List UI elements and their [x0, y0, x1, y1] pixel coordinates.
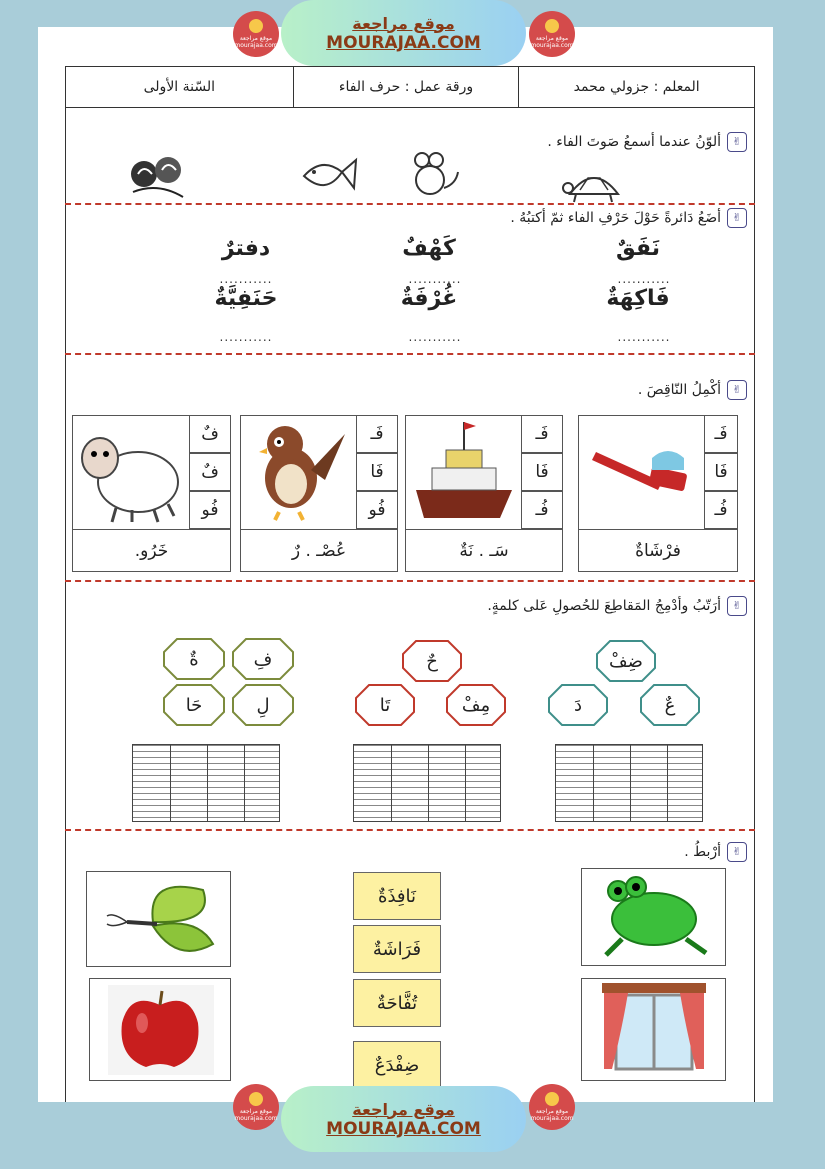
syllable-option[interactable]: فُـ — [521, 491, 563, 529]
picture-box[interactable] — [86, 871, 231, 967]
word-fakiha: فَاكِهَةٌ — [606, 286, 670, 311]
syllable-option[interactable]: فَا — [521, 453, 563, 491]
section2-title: ✌ أضَعُ دَائرةً حَوْلَ حَرْفِ الفاء ثمّ أكتبُهُ . — [510, 208, 747, 228]
syllable-option[interactable]: فَـ — [704, 415, 738, 453]
write-line[interactable]: ........... — [219, 272, 273, 286]
syllable-octagon[interactable]: لِ — [232, 684, 294, 726]
syllable-option[interactable]: فٌ — [189, 453, 231, 491]
syllable-octagon[interactable]: دَ — [548, 684, 608, 726]
site-watermark[interactable]: موقع مراجعة MOURAJAA.COM — [281, 1086, 526, 1152]
card-word: خَرُو. — [72, 529, 231, 572]
frog-icon — [582, 869, 726, 966]
mouse-icon — [404, 148, 460, 200]
word-hanafiyya: حَنَفِيَّةٌ — [214, 286, 278, 311]
yarn-icon — [128, 152, 186, 202]
section3-title: ✌ أكْمِلُ النّاقِصَ . — [638, 380, 747, 400]
hand-icon: ✌ — [727, 208, 747, 228]
syllable-option[interactable]: فٌ — [189, 415, 231, 453]
word-box[interactable]: تُفَّاحَةٌ — [353, 979, 441, 1027]
syllable-octagon[interactable]: حٌ — [402, 640, 462, 682]
picture-box[interactable] — [581, 978, 726, 1081]
ship-icon — [410, 418, 518, 526]
section-divider — [65, 580, 755, 582]
word-box[interactable]: نَافِذَةٌ — [353, 872, 441, 920]
window-icon — [582, 979, 726, 1081]
section1-title: ✌ ألوّنُ عندما أسمعُ صَوتَ الفاء . — [547, 132, 747, 152]
year-label: السّنة الأولى — [143, 79, 216, 95]
hand-icon: ✌ — [727, 132, 747, 152]
card-word: سَـ . نَةٌ — [405, 529, 563, 572]
writing-grid[interactable] — [353, 744, 501, 822]
bird-icon — [255, 420, 351, 524]
card-word: عُصْـ . رٌ — [240, 529, 398, 572]
syllable-option[interactable]: فَـ — [521, 415, 563, 453]
word-box[interactable]: فَرَاشَةٌ — [353, 925, 441, 973]
syllable-octagon[interactable]: عٌ — [640, 684, 700, 726]
picture-box[interactable] — [89, 978, 231, 1081]
word-ghurfa: غُرْفَةٌ — [400, 286, 458, 311]
apple-icon — [90, 979, 231, 1081]
syllable-octagon[interactable]: تَا — [355, 684, 415, 726]
word-nafaq: نَفَقٌ — [616, 236, 660, 261]
section-divider — [65, 829, 755, 831]
writing-grid[interactable] — [132, 744, 280, 822]
fish-icon — [296, 150, 358, 202]
worksheet-header — [65, 66, 755, 108]
site-watermark[interactable]: موقع مراجعة MOURAJAA.COM — [281, 0, 526, 66]
syllable-octagon[interactable]: ةٌ — [163, 638, 225, 680]
picture-box[interactable] — [581, 868, 726, 966]
syllable-option[interactable]: فَـ — [356, 415, 398, 453]
syllable-octagon[interactable]: ضِفْ — [596, 640, 656, 682]
teacher-label: المعلم : جزولي محمد — [518, 67, 754, 107]
hand-icon: ✌ — [727, 596, 747, 616]
write-line[interactable]: ........... — [408, 272, 462, 286]
writing-grid[interactable] — [555, 744, 703, 822]
syllable-option[interactable]: فَا — [356, 453, 398, 491]
write-line[interactable]: ........... — [617, 272, 671, 286]
section-divider — [65, 203, 755, 205]
syllable-option[interactable]: فُـ — [704, 491, 738, 529]
word-daftar: دفترٌ — [221, 236, 271, 261]
section4-title: ✌ أرَتّبُ وأدْمِجُ المَقاطِعَ للحُصولِ عَلى كلمةٍ. — [487, 596, 747, 616]
syllable-octagon[interactable]: مِفْ — [446, 684, 506, 726]
toothbrush-icon — [588, 440, 694, 506]
card-word: فرْشَاةٌ — [578, 529, 738, 572]
hand-icon: ✌ — [727, 380, 747, 400]
write-line[interactable]: ........... — [219, 330, 273, 344]
sheep-icon — [76, 424, 184, 524]
word-kahf: كَهْفٌ — [402, 236, 456, 261]
syllable-octagon[interactable]: فِ — [232, 638, 294, 680]
syllable-option[interactable]: فُو — [356, 491, 398, 529]
turtle-icon — [560, 160, 626, 204]
section5-title: ✌ أرْبطُ . — [684, 842, 747, 862]
syllable-option[interactable]: فَا — [704, 453, 738, 491]
butterfly-icon — [87, 872, 231, 967]
section-divider — [65, 353, 755, 355]
site-badge: موقع مراجعة mourajaa.com — [233, 11, 279, 57]
write-line[interactable]: ........... — [408, 330, 462, 344]
syllable-octagon[interactable]: حَا — [163, 684, 225, 726]
site-badge: موقع مراجعة mourajaa.com — [529, 11, 575, 57]
worksheet-title: ورقة عمل : حرف الفاء — [293, 67, 519, 107]
syllable-option[interactable]: فُو — [189, 491, 231, 529]
site-badge: موقع مراجعة mourajaa.com — [233, 1084, 279, 1130]
write-line[interactable]: ........... — [617, 330, 671, 344]
site-badge: موقع مراجعة mourajaa.com — [529, 1084, 575, 1130]
word-box[interactable]: ضِفْدَعٌ — [353, 1041, 441, 1089]
hand-icon: ✌ — [727, 842, 747, 862]
